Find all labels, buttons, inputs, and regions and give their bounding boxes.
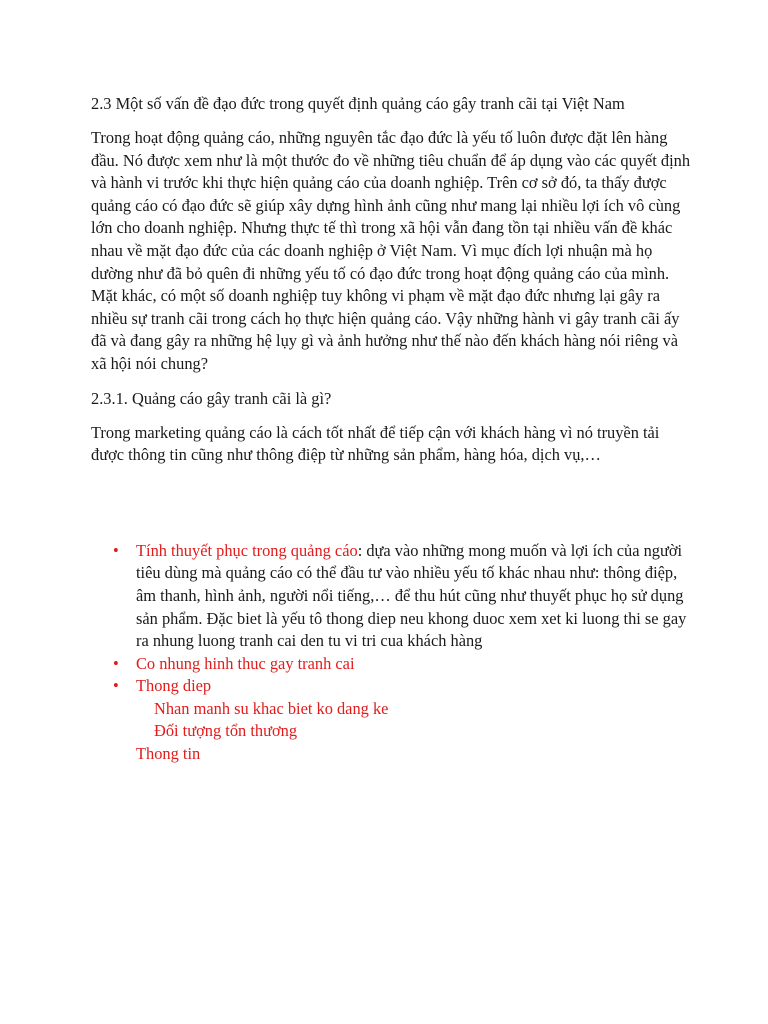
subsection-heading: 2.3.1. Quảng cáo gây tranh cãi là gì? bbox=[91, 388, 332, 408]
blank-space bbox=[91, 479, 691, 540]
bullet-lead-text: Co nhung hinh thuc gay tranh cai bbox=[136, 653, 355, 673]
intro-paragraph: Trong hoạt động quảng cáo, những nguyên tắc đạo đức là yếu tố luôn được đặt lên hàng đầu. Nó được xem như là một thước đo về những tiêu chuẩn để áp dụng vào các quyết định và hành vi trước khi thực hiện quảng cáo của doanh nghiệp. Trên cơ sở đó, ta thấy được quảng cáo có đạo đức sẽ giúp xây dựng hình ảnh cũng như mang lại nhiều lợi ích vô cùng lớn cho doanh nghiệp. Nhưng thực tế thì trong xã hội vẫn đang tồn tại nhiều vấn đề khác nhau về mặt đạo đức của các doanh nghiệp ở Việt Nam. Vì mục đích lợi nhuận mà họ dường như đã bỏ quên đi những yếu tố có đạo đức trong hoạt động quảng cáo của mình. Mặt khác, có một số doanh nghiệp tuy không vi phạm về mặt đạo đức nhưng lại gây ra nhiều sự tranh cãi trong cách họ thực hiện quảng cáo. Vậy những hành vi gây tranh cãi ấy đã và đang gây ra những hệ lụy gì và ảnh hưởng như thế nào đến khách hàng nói riêng và xã hội nói chung? bbox=[91, 128, 691, 373]
list-item bbox=[91, 675, 691, 698]
sub-item: Nhan manh su khac biet ko dang ke bbox=[154, 698, 389, 718]
sub-item: Đối tượng tổn thương bbox=[154, 721, 298, 741]
bullet-icon: • bbox=[113, 676, 119, 696]
list-item bbox=[91, 653, 691, 676]
section-heading: 2.3 Một số vấn đề đạo đức trong quyết định quảng cáo gây tranh cãi tại Việt Nam bbox=[91, 94, 625, 113]
bullet-icon: • bbox=[113, 540, 119, 560]
bullet-lead-text: Thong diep bbox=[136, 676, 212, 696]
document-page bbox=[91, 93, 691, 766]
bullet-body-text: : dựa vào những mong muốn và lợi ích của người tiêu dùng mà quảng cáo có thể đầu tư vào nhiều yếu tố khác nhau như: thông điệp, âm thanh, hình ảnh, người nổi tiếng,… để thu hút cũng như thuyết phục họ sử dụng sản phẩm. Đặc biet là yếu tô thong diep neu khong duoc xem xet ki luong thi se gay ra nhung luong tranh cai den tu vi tri cua khách hàng bbox=[136, 540, 687, 651]
marketing-paragraph: Trong marketing quảng cáo là cách tốt nhất để tiếp cận với khách hàng vì nó truyền tải được thông tin cũng như thông điệp từ những sản phẩm, hàng hóa, dịch vụ,… bbox=[91, 422, 660, 465]
bullet-list bbox=[91, 540, 691, 698]
bullet-icon: • bbox=[113, 653, 119, 673]
bullet-lead-text: Tính thuyết phục trong quảng cáo bbox=[136, 540, 358, 560]
trailing-item: Thong tin bbox=[136, 744, 201, 764]
list-item bbox=[91, 540, 691, 653]
